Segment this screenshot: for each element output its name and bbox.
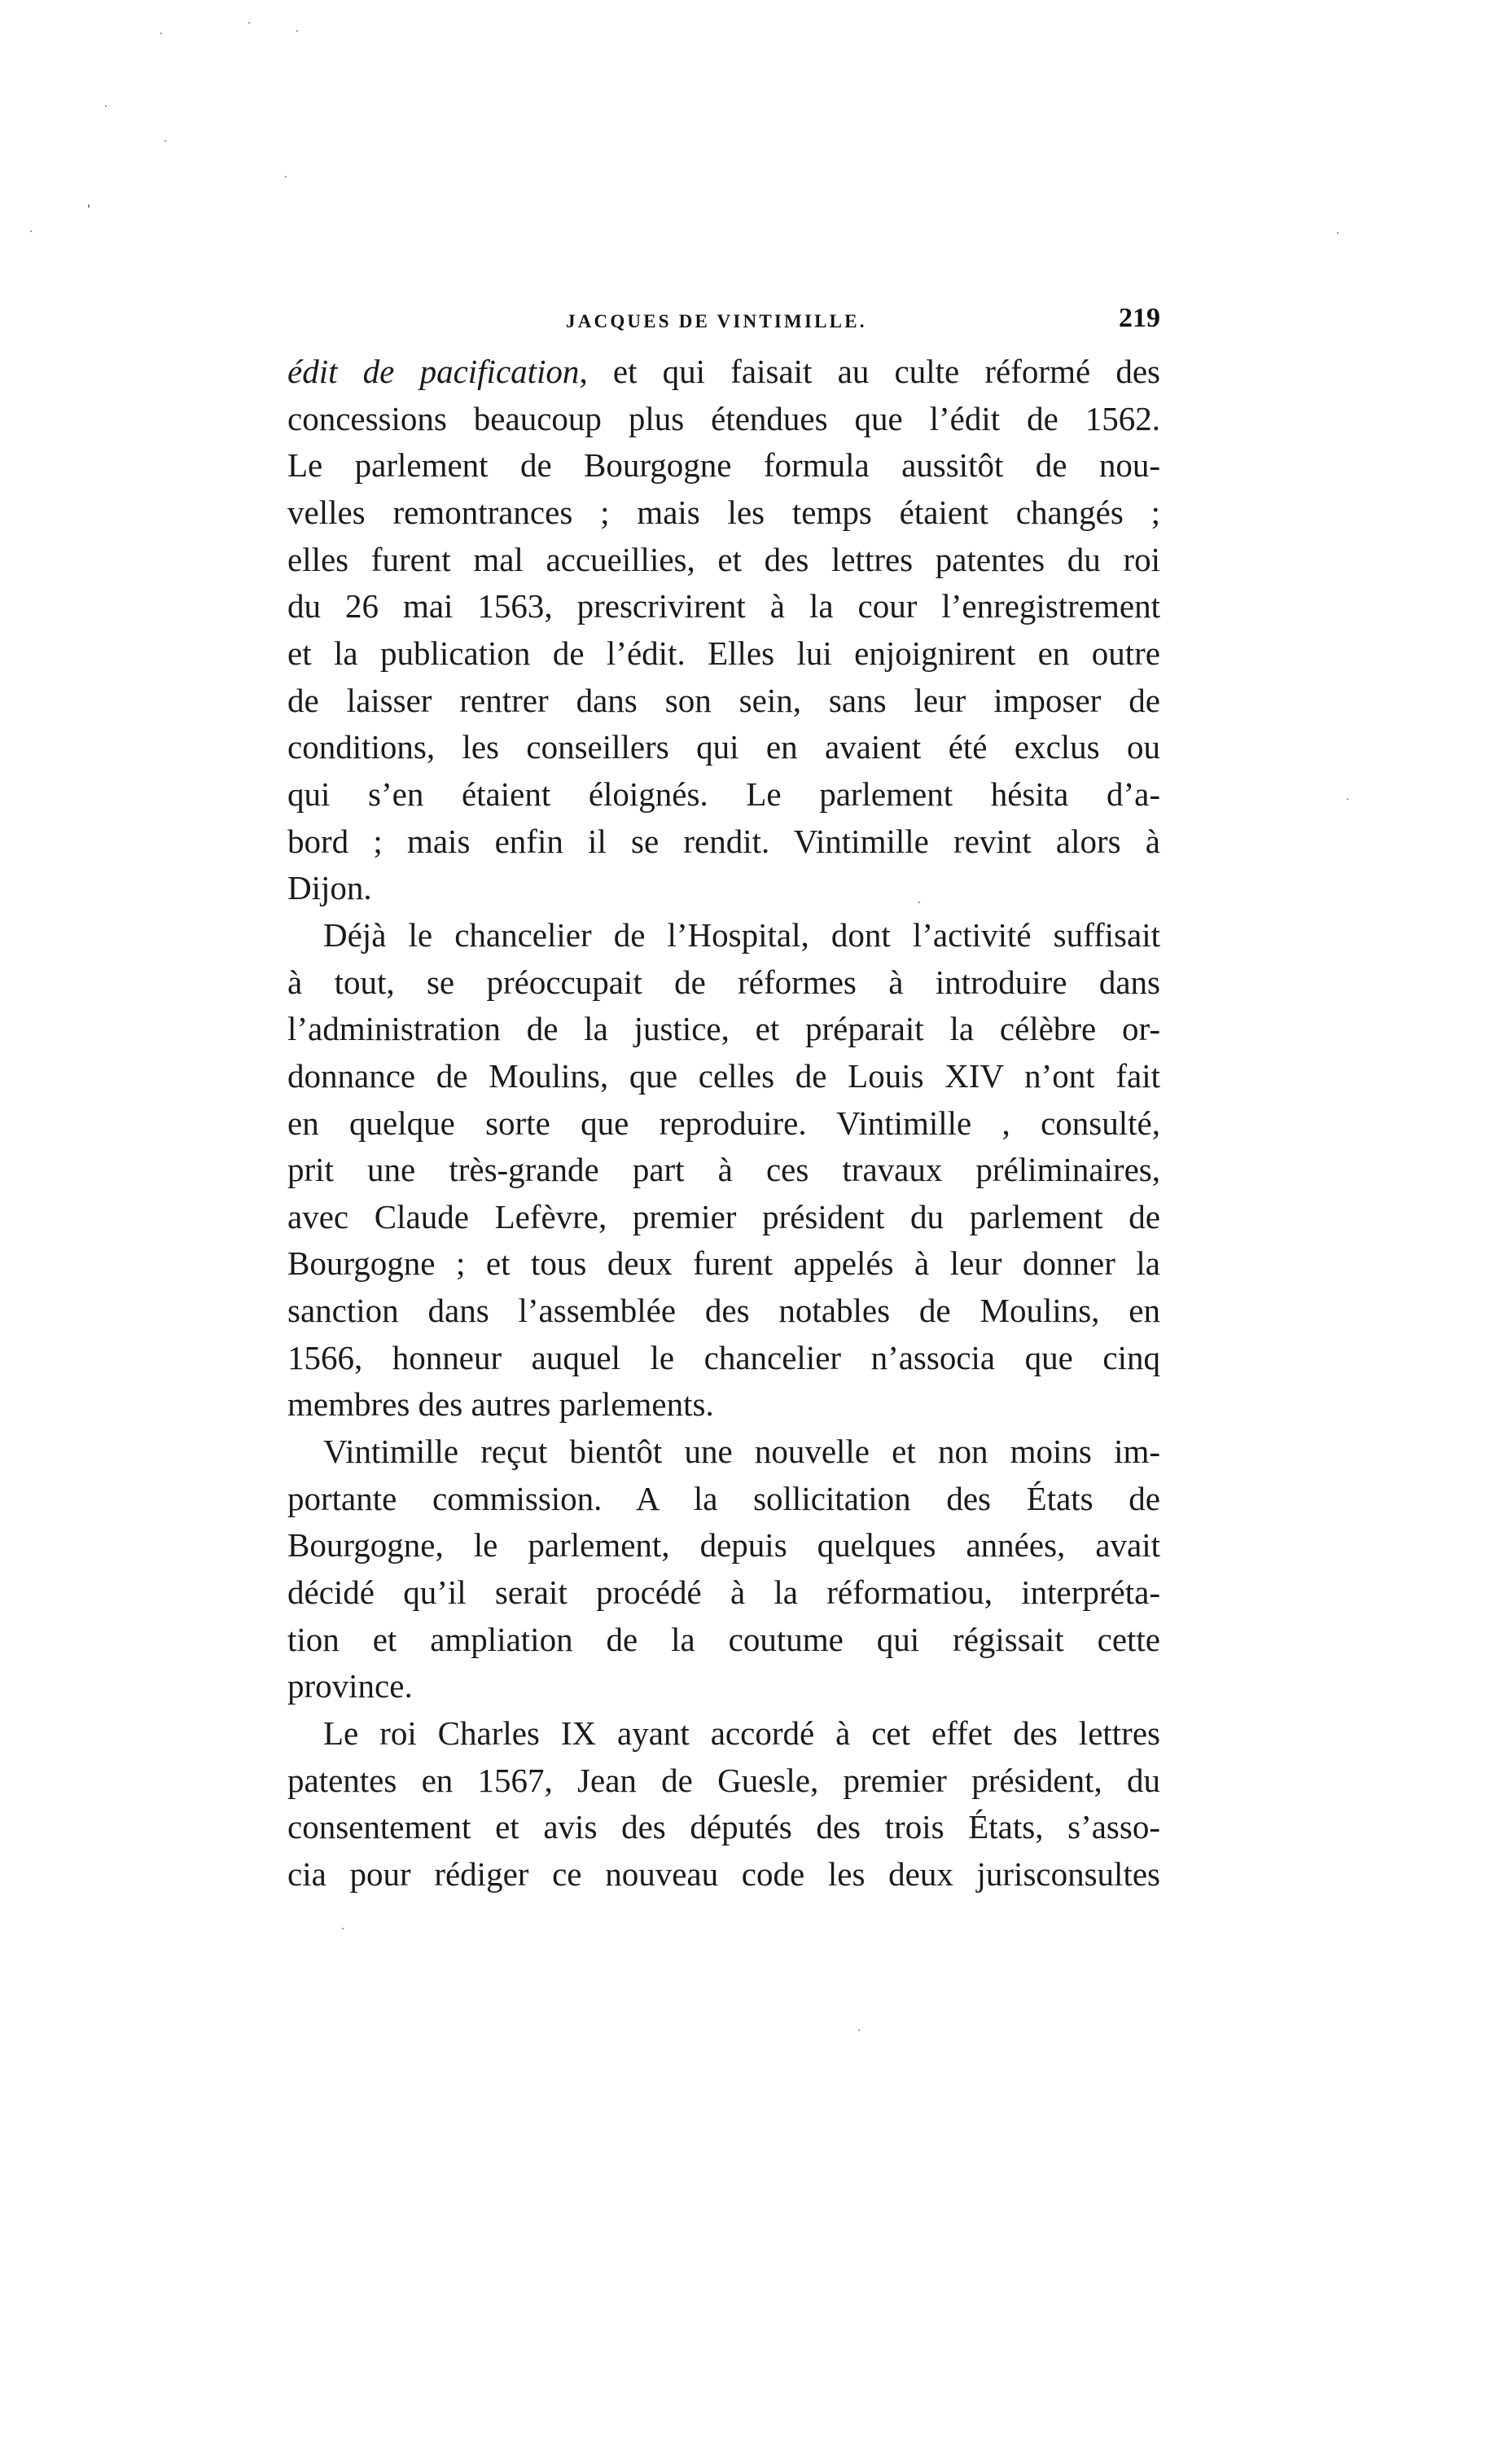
scan-speck <box>1337 232 1339 234</box>
scan-speck <box>858 2030 860 2031</box>
scan-speck <box>164 140 166 142</box>
text-line: prit une très-grande part à ces travaux préliminaires, <box>287 1151 1160 1189</box>
scan-speck <box>160 33 162 34</box>
paragraph <box>287 1428 1160 1710</box>
page-number: 219 <box>1119 303 1160 333</box>
paragraph <box>287 349 1160 442</box>
running-head <box>287 303 1160 340</box>
text-line: Bourgogne, le parlement, depuis quelques années, avait <box>287 1526 1160 1565</box>
text-line: Dijon. <box>287 869 372 907</box>
text-line: concessions beaucoup plus étendues que l’édit de 1562. <box>287 399 1160 437</box>
text-line: à tout, se préoccupait de réformes à introduire dans <box>287 963 1160 1001</box>
text-line: sanction dans l’assemblée des notables de Moulins, en <box>287 1292 1160 1330</box>
text-line: avec Claude Lefèvre, premier président du parlement de <box>287 1197 1160 1235</box>
text-line: consentement et avis des députés des trois États, s’asso- <box>287 1808 1160 1846</box>
text-line: du 26 mai 1563, prescrivirent à la cour l’enregistrement <box>287 587 1160 625</box>
text-line: membres des autres parlements. <box>287 1385 714 1424</box>
text-line: qui s’en étaient éloignés. Le parlement hésita d’a- <box>287 775 1160 813</box>
text-line: l’administration de la justice, et préparait la célèbre or- <box>287 1010 1160 1048</box>
text-line: bord ; mais enfin il se rendit. Vintimille revint alors à <box>287 822 1160 860</box>
text-line: patentes en 1567, Jean de Guesle, premier président, du <box>287 1761 1160 1799</box>
scan-speck <box>296 30 298 32</box>
text-line: donnance de Moulins, que celles de Louis XIV n’ont fait <box>287 1056 1160 1095</box>
scan-speck <box>342 1928 344 1929</box>
text-segment: , et qui faisait au culte réformé des <box>579 353 1161 390</box>
scan-speck <box>918 902 920 903</box>
text-line: cia pour rédiger ce nouveau code les deux jurisconsultes <box>287 1855 1160 1893</box>
paragraph <box>287 1710 1160 1898</box>
text-line: Bourgogne ; et tous deux furent appelés à leur donner la <box>287 1244 1160 1283</box>
text-line: portante commission. A la sollicitation des États de <box>287 1479 1160 1517</box>
text-line: et la publication de l’édit. Elles lui enjoignirent en outre <box>287 634 1160 672</box>
text-line: conditions, les conseillers qui en avaient été exclus ou <box>287 728 1160 766</box>
text-line: province. <box>287 1667 413 1705</box>
text-line: tion et ampliation de la coutume qui régissait cette <box>287 1620 1160 1658</box>
text-line: 1566, honneur auquel le chancelier n’associa que cinq <box>287 1338 1160 1376</box>
scan-speck <box>1347 798 1348 800</box>
italic-phrase: édit de pacification <box>287 353 580 390</box>
paragraph <box>287 442 1160 912</box>
scan-speck <box>30 230 32 232</box>
text-line: décidé qu’il serait procédé à la réformatiou, interpréta- <box>287 1573 1160 1612</box>
text-line: Vintimille reçut bientôt une nouvelle et non moins im- <box>323 1433 1160 1471</box>
text-line: elles furent mal accueillies, et des lettres patentes du roi <box>287 540 1160 578</box>
text-line <box>287 349 1160 396</box>
paragraph <box>287 912 1160 1428</box>
scan-speck <box>248 22 250 24</box>
scan-speck <box>285 176 287 178</box>
running-title: JACQUES DE VINTIMILLE. <box>566 311 867 331</box>
text-line: Le roi Charles IX ayant accordé à cet effet des lettres <box>323 1714 1160 1753</box>
text-line: de laisser rentrer dans son sein, sans leur imposer de <box>287 681 1160 719</box>
text-line: Déjà le chancelier de l’Hospital, dont l’activité suffisait <box>323 915 1160 954</box>
text-line: en quelque sorte que reproduire. Vintimille , consulté, <box>287 1104 1160 1142</box>
scan-speck <box>88 204 90 208</box>
scan-speck <box>105 105 107 107</box>
text-line: velles remontrances ; mais les temps étaient changés ; <box>287 493 1160 531</box>
body-text <box>287 349 1160 1898</box>
text-line: Le parlement de Bourgogne formula aussitôt de nou- <box>287 446 1160 485</box>
